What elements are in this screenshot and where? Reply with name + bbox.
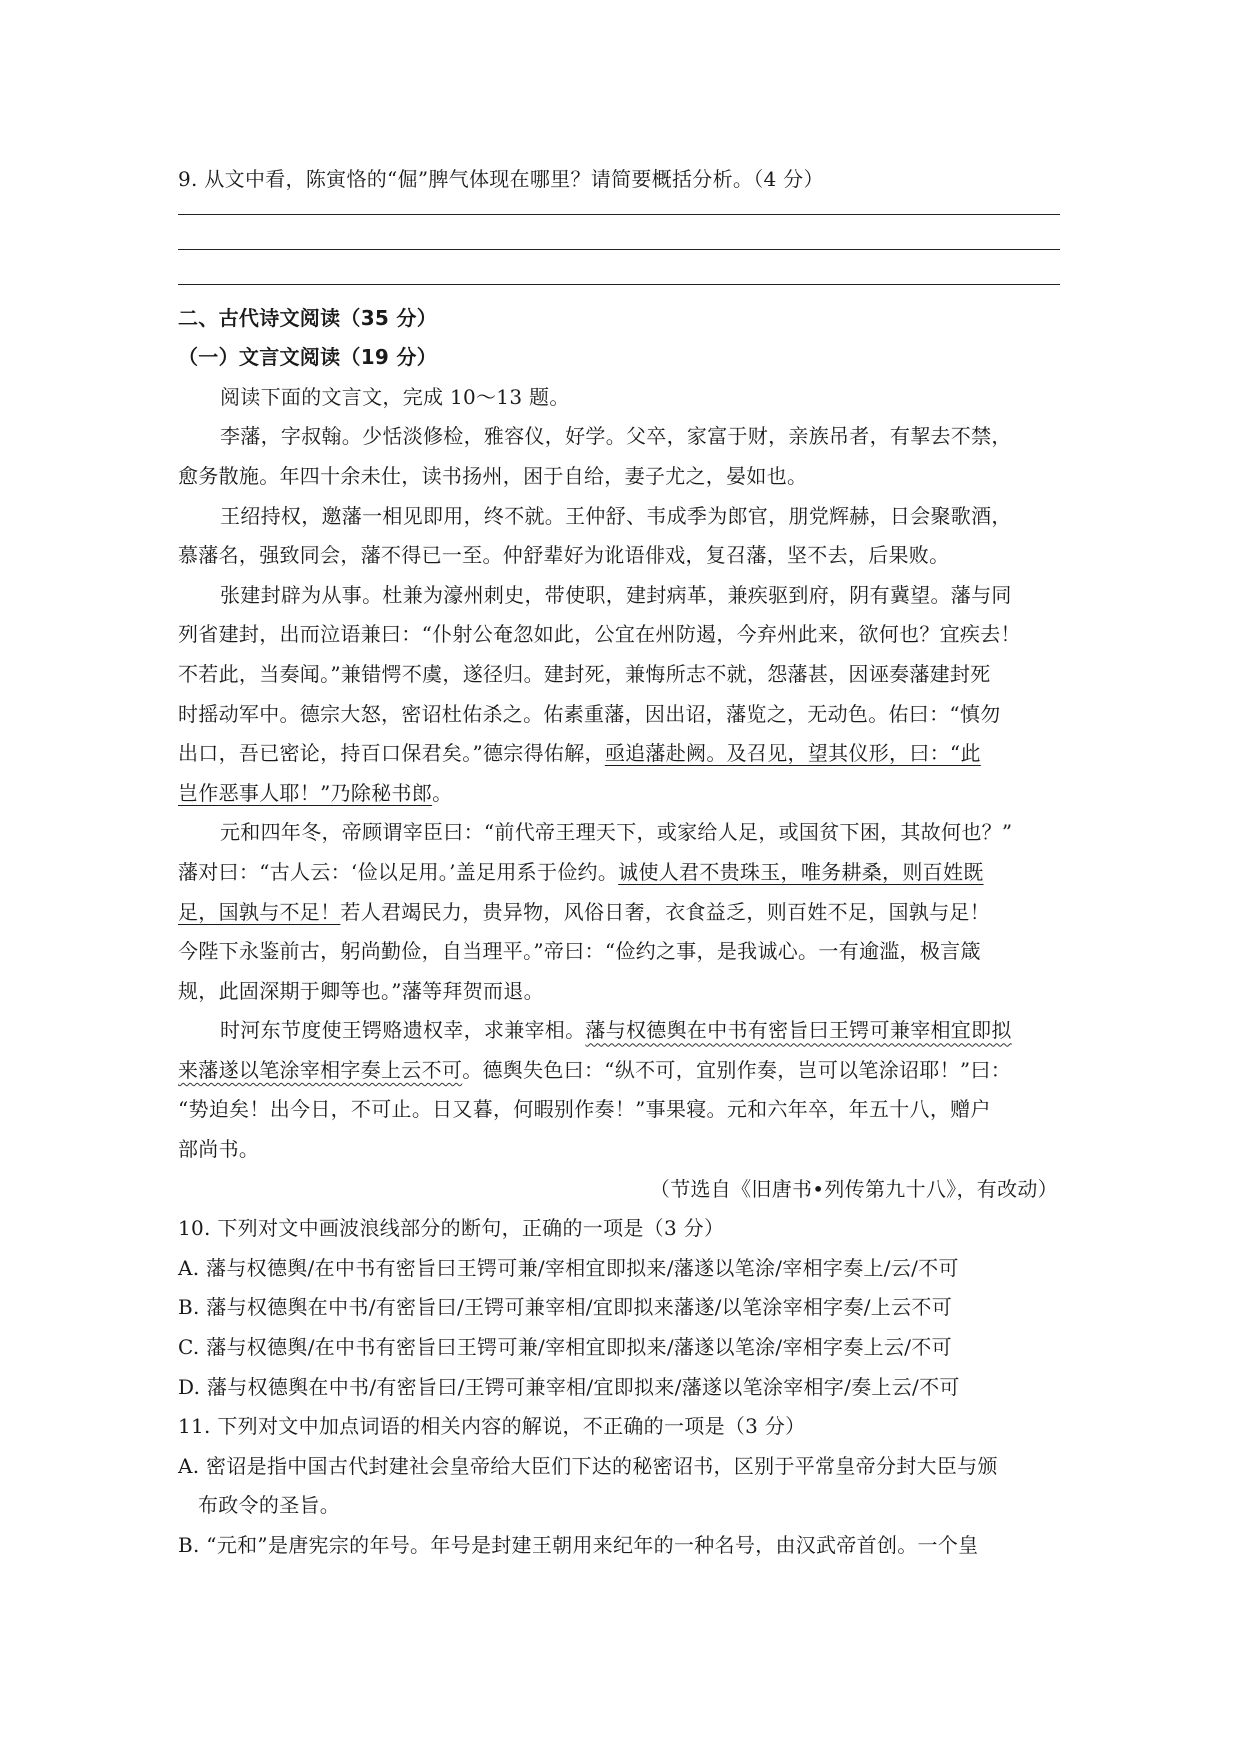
passage-line bbox=[178, 893, 1058, 933]
passage-line: 时摇动军中。德宗大怒，密诏杜佑杀之。佑素重藩，因出诏，藩览之，无动色。佑曰：“慎勿 bbox=[178, 701, 1001, 726]
passage-line: 元和四年冬，帝顾谓宰臣曰：“前代帝王理天下，或家给人足，或国贫下困，其故何也？” bbox=[220, 820, 1013, 845]
option-b[interactable]: B. 藩与权德舆在中书/有密旨曰/王锷可兼宰相/宜即拟来藩遂/以笔涂宰相字奏/上云不可 bbox=[178, 1295, 953, 1320]
reading-instruction: 阅读下面的文言文，完成 10～13 题。 bbox=[220, 384, 570, 409]
passage-text: 。德舆失色曰：“纵不可，宜别作奏，岂可以笔涂诏耶！”曰： bbox=[462, 1057, 1012, 1082]
option-a-continued[interactable]: 布政令的圣旨。 bbox=[198, 1493, 341, 1518]
passage-line bbox=[178, 734, 1058, 774]
wavy-underlined-text: 藩与权德舆在中书有密旨曰王锷可兼宰相宜即拟 bbox=[585, 1018, 1012, 1043]
passage-line: 规，此固深期于卿等也。”藩等拜贺而退。 bbox=[178, 978, 544, 1003]
passage-line: 今陛下永鉴前古，躬尚勤俭，自当理平。”帝曰：“俭约之事，是我诚心。一有逾滥，极言箴 bbox=[178, 939, 981, 964]
passage-text: 。 bbox=[432, 780, 453, 805]
option-c[interactable]: C. 藩与权德舆/在中书有密旨曰王锷可兼/宰相宜即拟来/藩遂以笔涂/宰相字奏上云/不可 bbox=[178, 1335, 952, 1360]
section-2-title: 二、古代诗文阅读（35 分） bbox=[178, 305, 437, 330]
classical-passage bbox=[178, 417, 1058, 1209]
question-10-stem: 10. 下列对文中画波浪线部分的断句，正确的一项是（3 分） bbox=[178, 1216, 725, 1241]
passage-line bbox=[178, 853, 1058, 893]
passage-text: 若人君竭民力，贵异物，风俗日奢，衣食益乏，则百姓不足，国孰与足！ bbox=[340, 899, 991, 924]
option-a[interactable]: A. 密诏是指中国古代封建社会皇帝给大臣们下达的秘密诏书，区别于平常皇帝分封大臣与颁 bbox=[178, 1453, 998, 1478]
passage-line: 不若此，当奏闻。”兼错愕不虞，遂径归。建封死，兼悔所志不就，怨藩甚，因诬奏藩建封死 bbox=[178, 661, 991, 686]
passage-line: 慕藩名，强致同会，藩不得已一至。仲舒辈好为讹语俳戏，复召藩，坚不去，后果败。 bbox=[178, 543, 950, 568]
passage-line bbox=[178, 774, 1058, 814]
passage-line: 愈务散施。年四十余未仕，读书扬州，困于自给，妻子尤之，晏如也。 bbox=[178, 463, 808, 488]
passage-text: 藩对曰：“古人云：‘俭以足用。’盖足用系于俭约。 bbox=[178, 859, 619, 884]
passage-text: 出口，吾已密论，持百口保君矣。”德宗得佑解， bbox=[178, 741, 605, 766]
passage-line: 李藩，字叔翰。少恬淡修检，雅容仪，好学。父卒，家富于财，亲族吊者，有挈去不禁， bbox=[220, 424, 1012, 449]
underlined-sentence-1: 亟追藩赴阙。及召见，望其仪形，曰：“此 bbox=[604, 741, 981, 766]
passage-line bbox=[178, 1051, 1058, 1091]
passage-line bbox=[178, 1011, 1058, 1051]
question-11-stem: 11. 下列对文中加点词语的相关内容的解说，不正确的一项是（3 分） bbox=[178, 1414, 806, 1439]
passage-line: 王绍持权，邀藩一相见即用，终不就。王仲舒、韦成季为郎官，朋党辉赫，日会聚歌酒， bbox=[220, 503, 1012, 528]
wavy-underlined-text-end: 来藩遂以笔涂宰相字奏上云不可 bbox=[178, 1057, 463, 1082]
option-d[interactable]: D. 藩与权德舆在中书/有密旨曰/王锷可兼宰相/宜即拟来/藩遂以笔涂宰相字/奏上云/不可 bbox=[178, 1374, 960, 1399]
passage-text: 时河东节度使王锷赂遗权幸，求兼宰相。 bbox=[220, 1018, 586, 1043]
passage-line: 列省建封，出而泣语兼曰：“仆射公奄忽如此，公宜在州防遏，今弃州此来，欲何也？宜疾去！ bbox=[178, 622, 1021, 647]
subsection-1-title: （一）文言文阅读（19 分） bbox=[178, 345, 437, 370]
page-content bbox=[178, 160, 1058, 1566]
underlined-sentence-1-end: 岂作恶事人耶！”乃除秘书郎 bbox=[178, 780, 433, 805]
question-10 bbox=[178, 1209, 1058, 1407]
question-11 bbox=[178, 1407, 1058, 1565]
option-a[interactable]: A. 藩与权德舆/在中书有密旨曰王锷可兼/宰相宜即拟来/藩遂以笔涂/宰相字奏上/云/不可 bbox=[178, 1255, 959, 1280]
passage-line: 张建封辟为从事。杜兼为濠州刺史，带使职，建封病革，兼疾驱到府，阴有冀望。藩与同 bbox=[220, 582, 1012, 607]
underlined-sentence-2-end: 足，国孰与不足！ bbox=[178, 899, 341, 924]
passage-source: （节选自《旧唐书•列传第九十八》，有改动） bbox=[649, 1176, 1058, 1201]
passage-line: “势迫矣！出今日，不可止。日又暮，何暇别作奏！”事果寝。元和六年卒，年五十八，赠户 bbox=[178, 1097, 991, 1122]
option-b[interactable]: B. “元和”是唐宪宗的年号。年号是封建王朝用来纪年的一种名号，由汉武帝首创。一个皇 bbox=[178, 1533, 979, 1557]
passage-line: 部尚书。 bbox=[178, 1137, 260, 1162]
underlined-sentence-2: 诚使人君不贵珠玉，唯务耕桑，则百姓既 bbox=[618, 859, 984, 884]
question-9: 9. 从文中看，陈寅恪的“倔”脾气体现在哪里？请简要概括分析。（4 分） bbox=[178, 167, 824, 191]
